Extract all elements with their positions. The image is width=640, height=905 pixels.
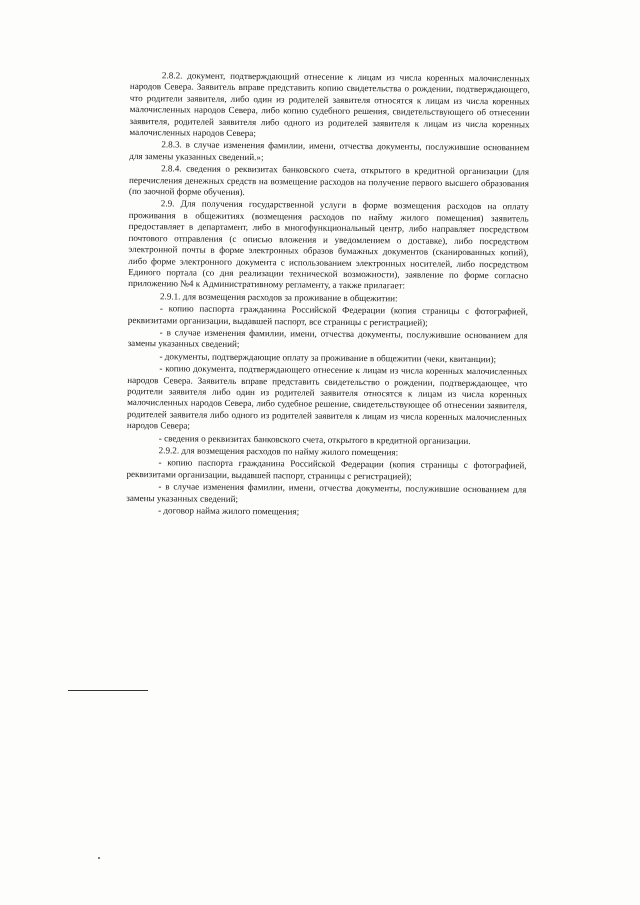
paragraph-2-8-3: 2.8.3. в случае изменения фамилии, имени, отчества документы, послужившие основанием для замены указанных сведений.»; bbox=[129, 139, 530, 163]
list-item-name-change: - в случае изменения фамилии, имени, отчества документы, послужившие основанием для замены указанных сведений; bbox=[127, 327, 528, 350]
paragraph-2-9: 2.9. Для получения государственной услуги в форме возмещения расходов на оплату проживания в общежитиях (возмещения расходов по найму жилого помещения) заявитель предоставляет в департамент, либо в многофункциональный центр, либо направляет посредством почтового отправления (с описью вложения и уведомлением о доставке), либо посредством электронной почты в форме электронных образов бумажных документов (сканированных копий), либо форме электронного документа с использованием электронных носителей, либо посредством Единого портала (со дня реализации технической возможности), заявление по форме согласно приложению №4 к Административному регламенту, а также прилагает: bbox=[128, 198, 529, 291]
paragraph-2-9-2: 2.9.2. для возмещения расходов по найму жилого помещения: bbox=[158, 445, 399, 458]
list-item-name-change-2: - в случае изменения фамилии, имени, отчества документы, послужившие основанием для замены указанных сведений; bbox=[126, 481, 527, 504]
paragraph-2-9-1: 2.9.1. для возмещения расходов за проживание в общежитии: bbox=[159, 290, 398, 304]
footnote-separator bbox=[68, 690, 148, 691]
list-item-bank-details: - сведения о реквизитах банковского счета, открытого в кредитной организации. bbox=[158, 432, 471, 446]
document-body bbox=[126, 70, 530, 520]
paragraph-2-8-4: 2.8.4. сведения о реквизитах банковского счета, открытого в кредитной организации (для перечисления денежных средств на возмещение расходов на получение первого высшего образования (по заочной форме обучения). bbox=[128, 163, 530, 198]
list-item-rental-contract: - договор найма жилого помещения; bbox=[158, 505, 300, 517]
scan-speck bbox=[98, 857, 100, 859]
list-item-indigenous-proof: - копию документа, подтверждающего отнесение к лицам из числа коренных малочисленных народов Севера. Заявитель вправе представить свидетельство о рождении, подтверждающее, что родители заявителя либо один из родителей заявителя относятся к лицам из числа коренных малочисленных народов Севера, либо судебное решение, свидетельствующее об отнесении заявителя, родителей заявителя либо одного из родителей заявителя к лицам из числа коренных малочисленных народов Севера; bbox=[126, 363, 528, 431]
list-item-passport-copy: - копию паспорта гражданина Российской Федерации (копия страницы с фотографией, реквизитами организации, выдавшей паспорт, все страницы с регистрацией); bbox=[127, 303, 528, 328]
list-item-payment-proof: - документы, подтверждающие оплату за проживание в общежитии (чеки, квитанции); bbox=[159, 351, 497, 364]
paragraph-2-8-2: 2.8.2. документ, подтверждающий отнесение к лицам из числа коренных малочисленных народов Севера. Заявитель вправе представить копию свидетельства о рождении, подтверждающего, что родители заявителя, либо один из родителей заявителя относятся к лицам из числа коренных малочисленных народов Севера, либо копию судебного решения, свидетельствующего об отнесении заявителя, родителей заявителя либо одного из родителей заявителя к лицам из числа коренных малочисленных народов Севера; bbox=[129, 70, 530, 139]
list-item-passport-copy-2: - копию паспорта гражданина Российской Федерации (копия страницы с фотографией, реквизитами организации, выдавшей паспорт, страницы с регистрацией); bbox=[126, 457, 527, 482]
